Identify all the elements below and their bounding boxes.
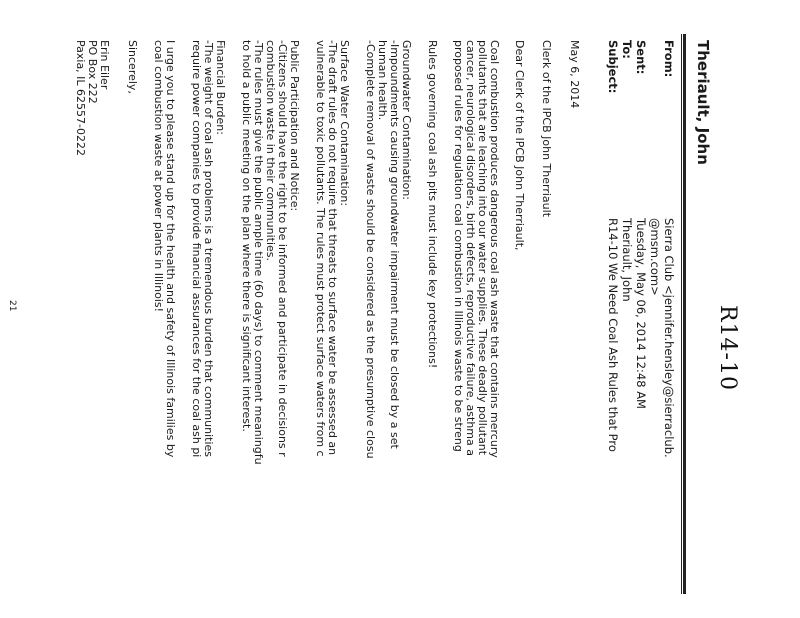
sent-value: Tuesday, May 06, 2014 12:48 AM xyxy=(634,218,648,409)
from-value: Sierra Club <jennifer.hensley@sierraclub. xyxy=(662,218,676,458)
paragraph-line: proposed rules for regulation coal combustion in Illinois waste to be streng xyxy=(452,40,465,452)
paragraph-line: require power companies to provide financial assurances for the coal ash pi xyxy=(190,40,203,458)
paragraph-line: Rules governing coal ash pits must include key protections! xyxy=(426,40,439,369)
section-heading: Public Participation and Notice: xyxy=(288,40,301,212)
paragraph-line: to hold a public meeting on the plan where there is significant interest. xyxy=(240,40,253,432)
subject-value: R14-10 We Need Coal Ash Rules that Pro xyxy=(606,218,620,452)
paragraph-line: -Complete removal of waste should be considered as the presumptive closu xyxy=(364,40,377,459)
signature-address: PO Box 222 xyxy=(86,40,99,104)
paragraph-line: pollutants that are leaching into our water supplies. These deadly pollutant xyxy=(476,40,489,456)
signature-city: Paxia, IL 62557-0222 xyxy=(74,40,87,157)
paragraph-line: I urge you to please stand up for the health and safety of Illinois families by xyxy=(164,40,177,458)
case-number: R14-10 xyxy=(715,305,740,391)
paragraph-line: -The rules must give the public ample time (60 days) to comment meaningfu xyxy=(252,40,265,465)
section-heading: Surface Water Contamination: xyxy=(338,40,351,207)
subject-label: Subject: xyxy=(606,40,620,94)
paragraph-line: human health. xyxy=(376,40,389,121)
paragraph-line: combustion waste in their communities. xyxy=(264,40,277,262)
page-number: 21 xyxy=(7,300,17,312)
letter-closing: Sincerely, xyxy=(126,40,139,94)
paragraph-line: cancer, neurological disorders, birth defects, reproductive failure, asthma a xyxy=(464,40,477,456)
paragraph-line: vulnerable to toxic pollutants. The rules must protect surface waters from c xyxy=(314,40,327,457)
paragraph-line: Coal combustion produces dangerous coal ash waste that contains mercury xyxy=(488,40,501,458)
letter-salutation: Dear Clerk of the IPCB John Therriault, xyxy=(513,40,526,251)
section-heading: Financial Burden: xyxy=(214,40,227,135)
sender-name: Theriault, John xyxy=(694,40,712,165)
from-label: From: xyxy=(662,40,676,78)
paragraph-line: coal combustion waste at power plants in Illinois! xyxy=(152,40,165,313)
header-rule-thin xyxy=(681,34,682,594)
from-value-cont: @msm.com> xyxy=(648,218,662,296)
paragraph-line: -The draft rules do not require that threats to surface water be assessed an xyxy=(326,40,339,456)
header-rule xyxy=(683,34,686,594)
signature-name: Erin Eiler xyxy=(98,40,111,90)
letter-date: May 6, 2014 xyxy=(568,40,581,109)
sent-label: Sent: xyxy=(634,40,648,75)
paragraph-line: -Impoundments causing groundwater impairment must be closed by a set xyxy=(388,40,401,449)
letter-recipient: Clerk of the IPCB John Therriault xyxy=(540,40,553,218)
to-label: To: xyxy=(620,40,634,59)
paragraph-line: -Citizens should have the right to be informed and participate in decisions r xyxy=(276,40,289,457)
paragraph-line: -The weight of coal ash problems is a tremendous burden that communities xyxy=(202,40,215,458)
section-heading: Groundwater Contamination: xyxy=(400,40,413,200)
to-value: Theriault, John xyxy=(620,218,634,302)
